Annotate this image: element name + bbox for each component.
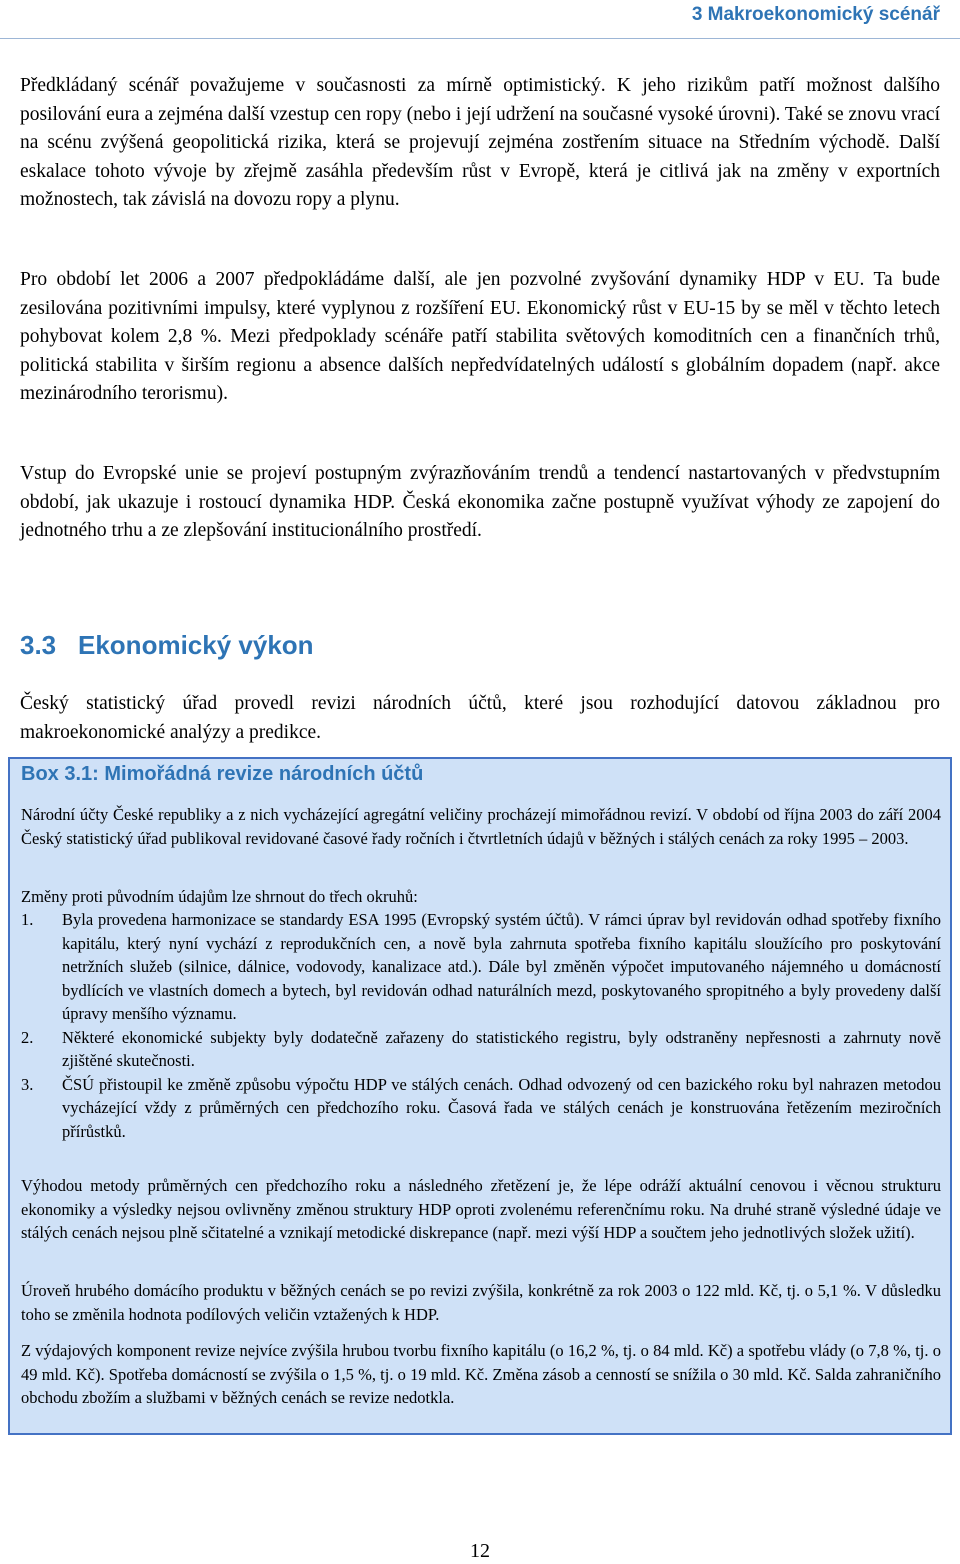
paragraph-scenario-risks: Předkládaný scénář považujeme v současnosti za mírně optimistický. K jeho rizikům patří možnost dalšího posilování eura a zejména další vzestup cen ropy (nebo i její udržení na současné vysoké úrovni). Také se znovu vrací na scénu zvýšená geopolitická rizika, která se projevují zejména zostřením situace na Středním východě. Další eskalace tohoto vývoje by zřejmě zasáhla především růst v Evropě, která je citlivá jak na změny v exportních možnostech, tak závislá na dovozu ropy a plynu.: [20, 75, 940, 210]
list-item: [21, 1026, 941, 1073]
box-paragraph-components: Z výdajových komponent revize nejvíce zvýšila hrubou tvorbu fixního kapitálu (o 16,2 %, tj. o 84 mld. Kč) a spotřebu vlády (o 7,8 %, tj. o 49 mld. Kč). Spotřeba domácností se zvýšila o 1,5 %, tj. o 19 mld. Kč. Změna zásob a cenností se snížila o 30 mld. Kč. Salda zahraničního obchodu zbožím a službami v běžných cenách se revize nedotkla.: [21, 1341, 941, 1407]
box-title: Box 3.1: Mimořádná revize národních účtů: [21, 763, 424, 785]
info-box-revision: [8, 757, 952, 1435]
running-header-title: 3 Makroekonomický scénář: [691, 4, 940, 25]
section-number: 3.3: [20, 630, 57, 660]
section-title: Ekonomický výkon: [78, 630, 314, 660]
paragraph-eu-outlook: Pro období let 2006 a 2007 předpokládáme další, ale jen pozvolné zvyšování dynamiky HDP v EU. Ta bude zesilována pozitivními impulsy, které vyplynou z rozšíření EU. Ekonomický růst v EU-15 by se měl v těchto letech pohybovat kolem 2,8 %. Mezi předpoklady scénáře patří stabilita světových komoditních cen a finančních trhů, politická stabilita v širším regionu a absence dalších nepředvídatelných událostí s globálním dopadem (např. akce mezinárodního terorismu).: [20, 269, 940, 404]
list-item-number: 3.: [21, 1074, 34, 1094]
list-item: [21, 908, 941, 1026]
list-item-text: ČSÚ přistoupil ke změně způsobu výpočtu HDP ve stálých cenách. Odhad odvozený od cen bazického roku byl nahrazen metodou vycházející vždy z průměrných cen předchozího roku. Časová řada ve stálých cenách je konstruována řetězením meziročních přírůstků.: [62, 1074, 941, 1141]
box-paragraph-method: Výhodou metody průměrných cen předchozího roku a následného zřetězení je, že lépe odráží aktuální cenovou i věcnou strukturu ekonomiky a výsledky nejsou ovlivněny změnou struktury HDP oproti zvolenému referenčnímu roku. Na druhé straně výsledné údaje ve stálých cenách nejsou plně sčitatelné a vznikají metodické diskrepance (např. mezi výší HDP a součtem jeho jednotlivých složek užití).: [21, 1176, 941, 1242]
section-intro: Český statistický úřad provedl revizi národních účtů, které jsou rozhodující datovou základnou pro makroekonomické analýzy a predikce.: [20, 693, 940, 743]
section-heading: [20, 630, 314, 661]
page-number: 12: [470, 1540, 490, 1562]
box-paragraph-intro: Národní účty České republiky a z nich vycházející agregátní veličiny procházejí mimořádnou revizí. V období od října 2003 do září 2004 Český statistický úřad publikoval revidované časové řady ročních i čtvrtletních údajů v běžných i stálých cenách za roky 1995 – 2003.: [21, 805, 941, 848]
list-item-number: 2.: [21, 1027, 34, 1047]
list-item-number: 1.: [21, 910, 34, 929]
header-divider: [0, 38, 960, 39]
box-change-list: [21, 908, 941, 1143]
list-item-text: Byla provedena harmonizace se standardy ESA 1995 (Evropský systém účtů). V rámci úprav byl revidován odhad spotřeby fixního kapitálu, který nyní vychází z reprodukčních cen, a nově byla zahrnuta spotřeba fixního kapitálu sloužícího pro poskytování netržních služeb (silnice, dálnice, vodovody, kanalizace atd.). Dále byl změněn výpočet imputovaného nájemného u domácností bydlících ve vlastních domech a bytech, byl revidován odhad naturálních mezd, poskytovaného spropitného a byly provedeny další úpravy menšího významu.: [62, 910, 941, 1023]
box-paragraph-gdp-level: Úroveň hrubého domácího produktu v běžných cenách se po revizi zvýšila, konkrétně za rok 2003 o 122 mld. Kč, tj. o 5,1 %. V důsledku toho se změnila hodnota podílových veličin vztažených k HDP.: [21, 1281, 941, 1324]
paragraph-eu-accession: Vstup do Evropské unie se projeví postupným zvýrazňováním trendů a tendencí nastartovaných v předvstupním období, jak ukazuje i rostoucí dynamika HDP. Česká ekonomika začne postupně využívat výhody ze zapojení do jednotného trhu a ze zlepšování institucionálního prostředí.: [20, 463, 940, 541]
box-paragraph-list-lead: Změny proti původním údajům lze shrnout do třech okruhů:: [21, 887, 418, 906]
list-item-text: Některé ekonomické subjekty byly dodatečně zařazeny do statistického registru, byly odstraněny nepřesnosti a zahrnuty nově zjištěné skutečnosti.: [62, 1027, 941, 1070]
list-item: [21, 1073, 941, 1144]
